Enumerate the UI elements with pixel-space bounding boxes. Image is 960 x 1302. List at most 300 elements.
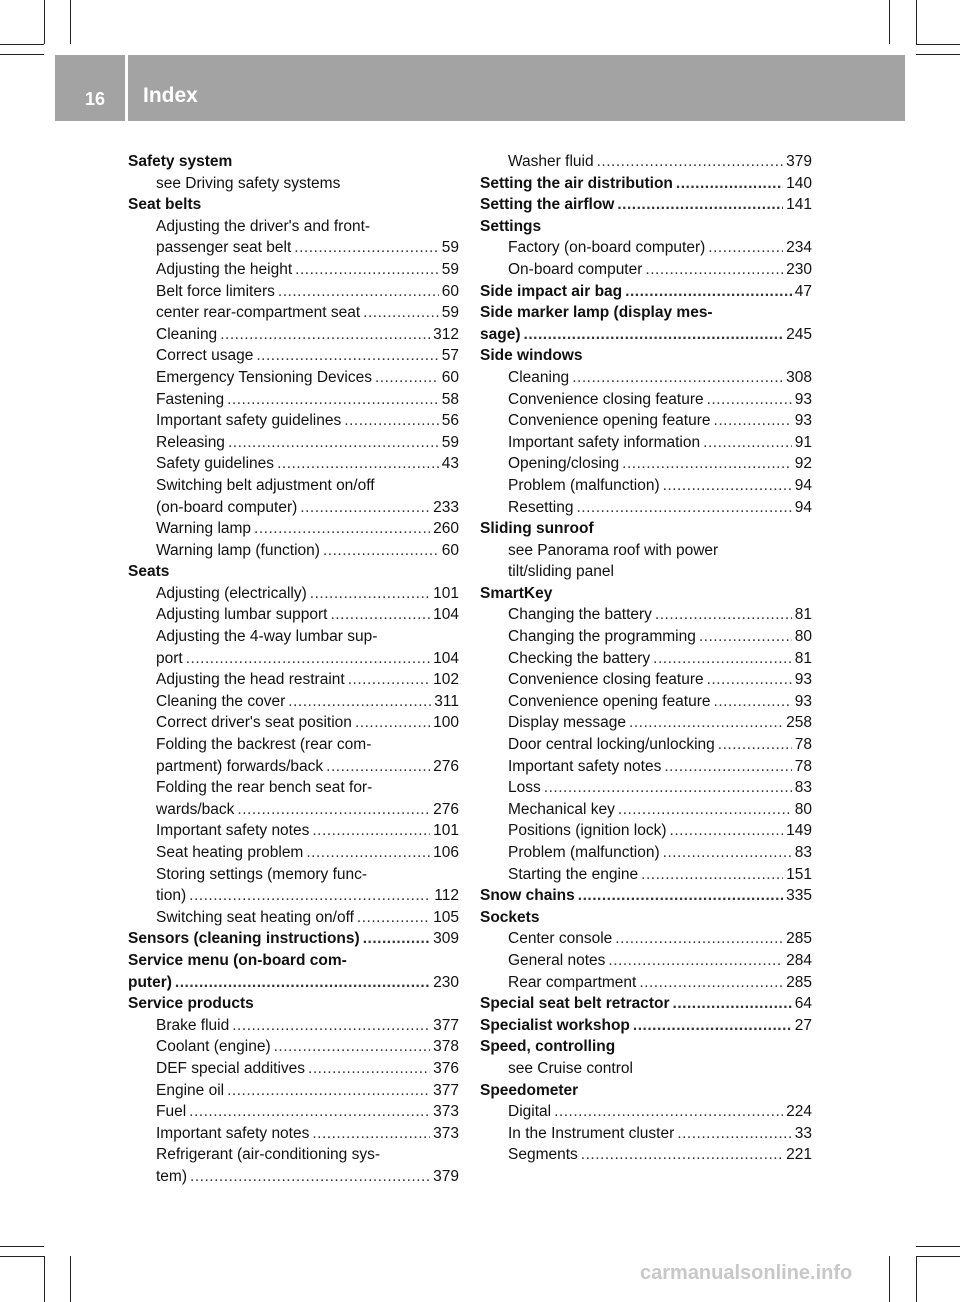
index-subentry [128, 1015, 459, 1037]
index-subentry [128, 1058, 459, 1080]
entry-text: Rear compartment [508, 973, 637, 991]
dot-leader [625, 281, 792, 303]
entry-text: Segments [508, 1146, 578, 1164]
index-subentry [480, 842, 812, 864]
dot-leader [175, 972, 430, 994]
index-subentry [128, 410, 459, 432]
index-subentry [128, 216, 459, 238]
index-subentry [128, 907, 459, 929]
dot-leader [617, 194, 783, 216]
entry-text: Positions (ignition lock) [508, 822, 667, 840]
index-subentry [128, 1123, 459, 1145]
entry-text: Sensors (cleaning instructions) [128, 930, 360, 948]
entry-text: Warning lamp (function) [156, 541, 320, 559]
entry-text: General notes [508, 951, 606, 969]
index-subentry [128, 367, 459, 389]
index-subentry [128, 345, 459, 367]
index-subentry [480, 497, 812, 519]
index-subentry [480, 1144, 812, 1166]
crop-mark [70, 1256, 71, 1302]
dot-leader [294, 237, 438, 259]
page-reference: 284 [786, 951, 812, 969]
page-reference: 308 [786, 368, 812, 386]
entry-text: Sockets [480, 908, 540, 926]
page-reference: 43 [441, 455, 459, 473]
entry-text: Important safety notes [156, 1124, 310, 1142]
dot-leader [344, 410, 439, 432]
dot-leader [278, 281, 439, 303]
index-subentry [480, 950, 812, 972]
crop-mark [916, 1256, 960, 1257]
index-subentry [128, 885, 459, 907]
page-reference: 230 [786, 260, 812, 278]
dot-leader [228, 432, 439, 454]
entry-text: center rear-compartment seat [156, 304, 361, 322]
page-reference: 234 [786, 239, 812, 257]
crop-mark [916, 1246, 960, 1247]
index-heading [128, 993, 459, 1015]
entry-text: Folding the backrest (rear com- [156, 736, 372, 754]
entry-text: Emergency Tensioning Devices [156, 368, 372, 386]
index-subentry [480, 540, 812, 562]
dot-leader [277, 453, 439, 475]
entry-text: tem) [156, 1167, 187, 1185]
entry-text: Starting the engine [508, 865, 639, 883]
index-subentry [480, 864, 812, 886]
index-subentry [480, 561, 812, 583]
page-reference: 221 [786, 1146, 812, 1164]
index-subentry [480, 1101, 812, 1123]
page-reference: 101 [433, 584, 459, 602]
entry-text: tilt/sliding panel [508, 563, 614, 581]
entry-text: Problem (malfunction) [508, 844, 660, 861]
page-reference: 93 [794, 412, 812, 430]
entry-text: Refrigerant (air-conditioning sys- [156, 1146, 380, 1164]
index-subentry [480, 237, 812, 259]
dot-leader [363, 302, 439, 324]
entry-text: Safety guidelines [156, 455, 275, 473]
dot-leader [524, 324, 784, 346]
index-subentry [128, 324, 459, 346]
dot-leader [718, 734, 792, 756]
page-reference: 92 [794, 455, 812, 473]
index-subentry [480, 712, 812, 734]
index-subentry [128, 475, 459, 497]
index-heading [128, 194, 459, 216]
index-subentry [128, 1036, 459, 1058]
index-subentry [480, 928, 812, 950]
entry-text: Adjusting the driver's and front- [156, 217, 371, 235]
index-subentry [128, 669, 459, 691]
index-heading [480, 907, 812, 929]
index-subentry [128, 734, 459, 756]
index-subentry [480, 367, 812, 389]
index-heading [480, 302, 812, 324]
index-subentry [480, 669, 812, 691]
dot-leader [375, 367, 439, 389]
crop-mark [44, 0, 45, 44]
index-subentry [128, 626, 459, 648]
dot-leader [673, 993, 792, 1015]
entry-text: Safety system [128, 153, 233, 170]
entry-text: Adjusting the 4-way lumbar sup- [156, 628, 378, 646]
index-subentry [128, 540, 459, 562]
dot-leader [312, 820, 430, 842]
entry-text: Adjusting the height [156, 260, 293, 278]
page-reference: 93 [794, 390, 812, 408]
index-subentry [480, 626, 812, 648]
entry-text: Specialist workshop [480, 1016, 630, 1034]
index-heading [480, 885, 812, 907]
dot-leader [703, 432, 792, 454]
crop-mark [889, 1256, 890, 1302]
index-subentry [128, 237, 459, 259]
entry-text: (on-board computer) [156, 498, 298, 516]
dot-leader [189, 885, 431, 907]
entry-text: DEF special additives [156, 1059, 306, 1077]
entry-text: Changing the battery [508, 606, 652, 624]
entry-text: Snow chains [480, 887, 575, 905]
index-subentry [128, 820, 459, 842]
index-heading [128, 561, 459, 583]
entry-text: Special seat belt retractor [480, 995, 670, 1013]
page-reference: 83 [794, 779, 812, 797]
dot-leader [639, 972, 783, 994]
dot-leader [578, 885, 783, 907]
entry-text: Display message [508, 714, 627, 732]
entry-text: Changing the programming [508, 628, 696, 646]
index-heading [480, 216, 812, 238]
dot-leader [323, 540, 439, 562]
index-heading [480, 345, 812, 367]
entry-text: Important safety notes [156, 822, 310, 840]
entry-text: Sliding sunroof [480, 520, 594, 538]
page-reference: 101 [433, 822, 459, 840]
dot-leader [308, 1058, 430, 1080]
page-number: 16 [85, 89, 106, 109]
page-reference: 106 [433, 844, 459, 861]
index-heading [480, 324, 812, 346]
index-subentry [128, 756, 459, 778]
page-reference: 309 [433, 930, 459, 948]
dot-leader [288, 691, 431, 713]
index-heading [128, 950, 459, 972]
index-column-right [480, 151, 812, 1166]
page-reference: 59 [441, 433, 459, 451]
page-reference: 102 [433, 671, 459, 689]
dot-leader [633, 1015, 792, 1037]
section-title: Index [143, 84, 198, 107]
index-subentry [480, 799, 812, 821]
page-reference: 151 [786, 865, 812, 883]
dot-leader [714, 691, 792, 713]
page-reference: 59 [441, 260, 459, 278]
index-subentry [480, 820, 812, 842]
index-subentry [480, 777, 812, 799]
index-subentry [480, 475, 812, 497]
dot-leader [189, 1101, 430, 1123]
page-reference: 245 [786, 325, 812, 343]
entry-text: Setting the airflow [480, 196, 615, 214]
page-reference: 78 [794, 736, 812, 754]
dot-leader [699, 626, 792, 648]
dot-leader [622, 453, 792, 475]
page-reference: 81 [794, 606, 812, 624]
dot-leader [310, 583, 430, 605]
page-reference: 140 [786, 174, 812, 192]
page-reference: 112 [434, 887, 459, 905]
dot-leader [664, 756, 791, 778]
entry-text: Side windows [480, 347, 583, 365]
entry-text: Cleaning [508, 368, 570, 386]
page-reference: 233 [433, 498, 459, 516]
page-reference: 78 [794, 757, 812, 775]
page-reference: 379 [786, 153, 812, 170]
page-reference: 105 [433, 908, 459, 926]
page-reference: 379 [433, 1167, 459, 1185]
entry-text: Storing settings (memory func- [156, 865, 368, 883]
index-subentry [128, 842, 459, 864]
index-subentry [128, 604, 459, 626]
dot-leader [618, 799, 792, 821]
entry-text: Speedometer [480, 1081, 579, 1099]
entry-text: Speed, controlling [480, 1038, 616, 1056]
dot-leader [544, 777, 792, 799]
page-reference: 91 [794, 433, 812, 451]
entry-text: Service menu (on-board com- [128, 951, 347, 969]
index-heading [480, 194, 812, 216]
entry-text: see Cruise control [508, 1059, 633, 1077]
page-reference: 104 [433, 606, 459, 624]
dot-leader [707, 389, 792, 411]
index-subentry [480, 453, 812, 475]
index-heading [480, 1015, 812, 1037]
entry-text: Digital [508, 1103, 552, 1121]
index-subentry [128, 691, 459, 713]
page-reference: 60 [441, 282, 459, 300]
entry-text: Convenience opening feature [508, 412, 711, 430]
entry-text: Seats [128, 563, 170, 581]
index-subentry [128, 173, 459, 195]
entry-text: tion) [156, 887, 187, 905]
dot-leader [274, 1036, 431, 1058]
dot-leader [708, 237, 783, 259]
entry-text: Fastening [156, 390, 225, 408]
entry-text: port [156, 649, 183, 667]
entry-text: Side impact air bag [480, 282, 623, 300]
index-subentry [480, 432, 812, 454]
dot-leader [227, 1080, 430, 1102]
entry-text: Convenience closing feature [508, 390, 704, 408]
entry-text: Washer fluid [508, 153, 594, 170]
index-subentry [480, 410, 812, 432]
dot-leader [615, 928, 783, 950]
dot-leader [355, 712, 430, 734]
dot-leader [306, 842, 430, 864]
crop-mark [916, 1256, 917, 1302]
dot-leader [707, 669, 792, 691]
crop-mark [0, 1256, 44, 1257]
index-subentry [128, 648, 459, 670]
index-heading [480, 1036, 812, 1058]
watermark: carmanualsonline.info [640, 1262, 853, 1284]
dot-leader [300, 497, 430, 519]
index-subentry [128, 497, 459, 519]
index-subentry [128, 712, 459, 734]
entry-text: On-board computer [508, 260, 643, 278]
index-subentry [128, 864, 459, 886]
page-reference: 285 [786, 973, 812, 991]
dot-leader [576, 497, 791, 519]
dot-leader [572, 367, 783, 389]
page-reference: 60 [441, 368, 459, 386]
dot-leader [677, 1123, 791, 1145]
entry-text: Adjusting the head restraint [156, 671, 345, 689]
entry-text: Coolant (engine) [156, 1038, 271, 1056]
entry-text: Convenience opening feature [508, 692, 711, 710]
entry-text: Cleaning the cover [156, 692, 286, 710]
dot-leader [330, 604, 430, 626]
crop-mark [916, 54, 960, 55]
page-reference: 56 [441, 412, 459, 430]
index-subentry [128, 432, 459, 454]
page-reference: 141 [786, 196, 812, 214]
page-reference: 149 [786, 822, 812, 840]
page-reference: 57 [441, 347, 459, 365]
page-reference: 59 [441, 239, 459, 257]
crop-mark [70, 0, 71, 44]
index-subentry [480, 1123, 812, 1145]
index-subentry [128, 389, 459, 411]
page-reference: 373 [433, 1124, 459, 1142]
entry-text: Seat belts [128, 196, 202, 214]
page-reference: 312 [433, 325, 459, 343]
entry-text: Fuel [156, 1103, 187, 1121]
dot-leader [227, 389, 439, 411]
crop-mark [0, 1246, 44, 1247]
entry-text: Correct driver's seat position [156, 714, 352, 732]
entry-text: see Driving safety systems [156, 174, 341, 192]
index-subentry [128, 259, 459, 281]
entry-text: Switching belt adjustment on/off [156, 476, 375, 494]
dot-leader [663, 842, 792, 864]
entry-text: Setting the air distribution [480, 174, 673, 192]
dot-leader [653, 648, 792, 670]
crop-mark [916, 0, 917, 44]
index-subentry [480, 389, 812, 411]
index-heading [480, 281, 812, 303]
dot-leader [220, 324, 430, 346]
entry-text: Important safety information [508, 433, 701, 451]
entry-text: Switching seat heating on/off [156, 908, 354, 926]
index-heading [128, 151, 459, 173]
entry-text: Engine oil [156, 1081, 225, 1099]
page-reference: 285 [786, 930, 812, 948]
index-subentry [128, 583, 459, 605]
dot-leader [232, 1015, 430, 1037]
index-subentry [128, 799, 459, 821]
entry-text: Checking the battery [508, 649, 651, 667]
entry-text: puter) [128, 973, 172, 991]
dot-leader [312, 1123, 430, 1145]
entry-text: Important safety guidelines [156, 412, 342, 430]
entry-text: see Panorama roof with power [508, 541, 719, 559]
page-reference: 311 [434, 692, 459, 710]
page-reference: 224 [786, 1103, 812, 1121]
dot-leader [554, 1101, 783, 1123]
entry-text: Door central locking/unlocking [508, 736, 715, 754]
entry-text: Problem (malfunction) [508, 476, 660, 494]
dot-leader [608, 950, 783, 972]
entry-text: Mechanical key [508, 800, 615, 818]
index-subentry [128, 777, 459, 799]
dot-leader [581, 1144, 783, 1166]
page-reference: 258 [786, 714, 812, 732]
entry-text: Convenience closing feature [508, 671, 704, 689]
index-column-left [128, 151, 459, 1188]
page-reference: 276 [433, 757, 459, 775]
page-reference: 93 [794, 692, 812, 710]
page-reference: 80 [794, 628, 812, 646]
entry-text: Folding the rear bench seat for- [156, 779, 373, 797]
entry-text: Center console [508, 930, 613, 948]
page-reference: 83 [794, 844, 812, 861]
entry-text: In the Instrument cluster [508, 1124, 675, 1142]
page-reference: 276 [433, 800, 459, 818]
dot-leader [190, 1166, 430, 1188]
index-subentry [128, 1101, 459, 1123]
page-reference: 60 [441, 541, 459, 559]
dot-leader [326, 756, 430, 778]
index-subentry [480, 151, 812, 173]
index-subentry [128, 518, 459, 540]
entry-text: Service products [128, 995, 254, 1013]
entry-text: Settings [480, 217, 542, 235]
entry-text: Opening/closing [508, 455, 620, 473]
entry-text: passenger seat belt [156, 239, 292, 257]
entry-text: Correct usage [156, 347, 254, 365]
index-heading [480, 583, 812, 605]
entry-text: Releasing [156, 433, 225, 451]
page-reference: 33 [794, 1124, 812, 1142]
crop-mark [0, 54, 44, 55]
page-reference: 47 [794, 282, 812, 300]
page-reference: 94 [794, 498, 812, 516]
page-reference: 378 [433, 1038, 459, 1056]
dot-leader [256, 345, 438, 367]
entry-text: Factory (on-board computer) [508, 239, 706, 257]
entry-text: Adjusting (electrically) [156, 584, 307, 602]
page-reference: 94 [794, 476, 812, 494]
index-subentry [480, 734, 812, 756]
index-heading [128, 928, 459, 950]
index-heading [480, 173, 812, 195]
page-reference: 377 [433, 1081, 459, 1099]
entry-text: Belt force limiters [156, 282, 275, 300]
dot-leader [670, 820, 784, 842]
page-reference: 80 [794, 800, 812, 818]
entry-text: Warning lamp [156, 520, 252, 538]
page-reference: 59 [441, 304, 459, 322]
crop-mark [916, 44, 960, 45]
crop-mark [0, 44, 44, 45]
index-subentry [128, 302, 459, 324]
dot-leader [254, 518, 430, 540]
page-reference: 335 [786, 887, 812, 905]
page-reference: 64 [794, 995, 812, 1013]
page-reference: 100 [433, 714, 459, 732]
page-reference: 377 [433, 1016, 459, 1034]
